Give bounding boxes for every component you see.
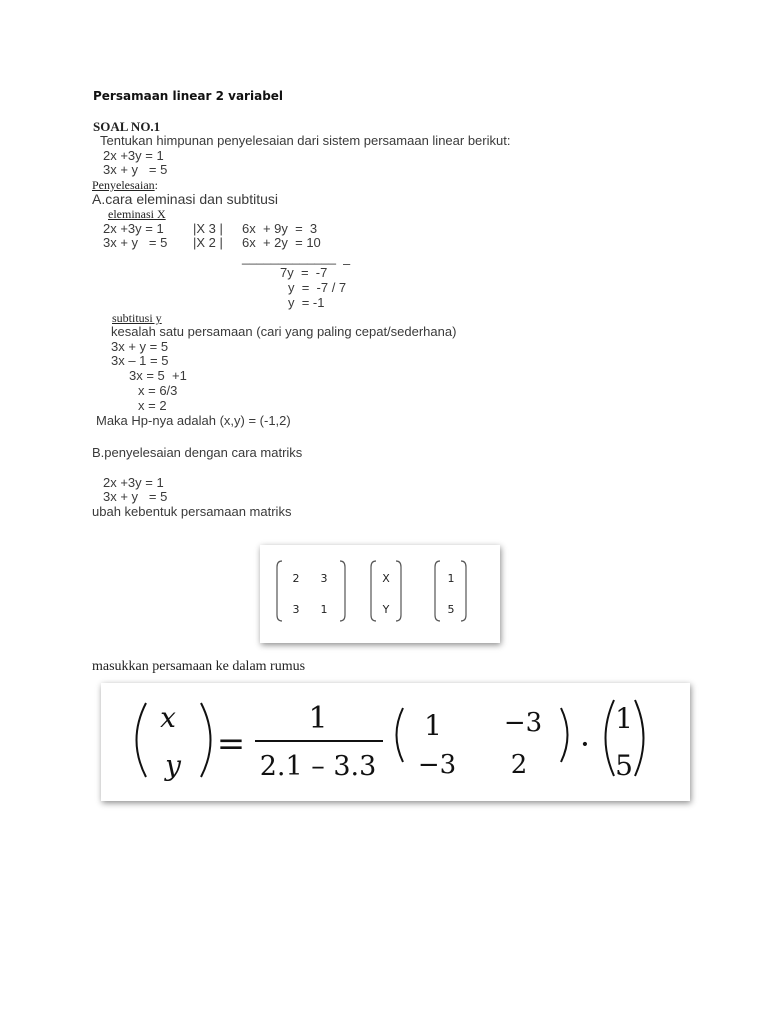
lhs-y: y	[165, 749, 181, 782]
elim-row-1-result: 6x + 9y = 3	[242, 221, 318, 236]
elim-row-2-result: 6x + 2y = 10	[242, 235, 321, 250]
subst-note: kesalah satu persamaan (cari yang paling cepat/sederhana)	[111, 324, 457, 339]
fraction-numerator: 1	[308, 701, 328, 736]
var-x: X	[382, 572, 390, 585]
inverse-a11: 1	[424, 709, 442, 742]
penyelesaian-word: Penyelesaian	[92, 178, 155, 192]
fraction-denominator: 2.1 – 3.3	[259, 751, 377, 782]
dot-operator: ·	[579, 725, 591, 763]
inverse-formula-figure	[101, 683, 690, 801]
const-1: 1	[447, 572, 455, 585]
system-eq2: 3x + y = 5	[103, 162, 168, 177]
matrix-note: ubah kebentuk persamaan matriks	[92, 504, 292, 519]
subst-step-3: 3x = 5 +1	[129, 368, 187, 383]
rhs-paren-left	[606, 700, 615, 776]
const-2: 5	[447, 603, 455, 616]
coef-bracket-right	[340, 561, 345, 621]
page-title: Persamaan linear 2 variabel	[93, 89, 284, 103]
elim-rule: _____________	[242, 250, 336, 265]
conclusion: Maka Hp-nya adalah (x,y) = (-1,2)	[96, 413, 291, 428]
subst-step-4: x = 6/3	[138, 383, 178, 398]
penyelesaian-colon: :	[154, 178, 158, 192]
rhs-1: 1	[615, 702, 633, 735]
const-bracket-right	[461, 561, 466, 621]
coef-a11: 2	[292, 572, 300, 585]
system-eq1: 2x +3y = 1	[103, 148, 164, 163]
lhs-paren-left	[137, 703, 147, 777]
inverse-a12: −3	[503, 708, 543, 738]
rhs-2: 5	[615, 749, 633, 782]
elim-row-1-eq: 2x +3y = 1	[103, 221, 164, 236]
coef-a22: 1	[320, 603, 328, 616]
formula-note: masukkan persamaan ke dalam rumus	[92, 659, 306, 674]
inverse-paren-left	[397, 708, 404, 762]
equals-sign: =	[216, 724, 246, 764]
subst-step-5: x = 2	[138, 398, 167, 413]
matrix-equation-figure	[260, 545, 500, 643]
penyelesaian-label	[92, 179, 158, 191]
elim-minus-sign: –	[343, 256, 351, 271]
coef-a12: 3	[320, 572, 328, 585]
rhs-paren-right	[635, 700, 644, 776]
vars-bracket-left	[371, 561, 376, 621]
elim-label: eleminasi X	[108, 207, 166, 221]
part-b-eq2: 3x + y = 5	[103, 489, 168, 504]
part-b-heading: B.penyelesaian dengan cara matriks	[92, 445, 303, 460]
subst-step-1: 3x + y = 5	[111, 339, 169, 354]
elim-row-2-eq: 3x + y = 5	[103, 235, 168, 250]
elim-step-1: 7y = -7	[280, 265, 328, 280]
vars-bracket-right	[396, 561, 401, 621]
const-bracket-left	[435, 561, 440, 621]
part-a-heading: A.cara eleminasi dan subtitusi	[92, 191, 278, 207]
soal-title: SOAL NO.1	[93, 119, 161, 134]
elim-row-2-mult: |X 2 |	[193, 235, 223, 250]
inverse-formula-svg	[101, 683, 690, 801]
elim-step-2: y = -7 / 7	[288, 280, 347, 295]
inverse-a22: 2	[510, 750, 528, 780]
subst-step-2: 3x – 1 = 5	[111, 353, 169, 368]
part-b-eq1: 2x +3y = 1	[103, 475, 164, 490]
inverse-a21: −3	[417, 750, 457, 780]
subst-label: subtitusi y	[112, 311, 162, 325]
var-y: Y	[382, 603, 390, 616]
lhs-x: x	[160, 701, 176, 734]
lhs-paren-right	[201, 703, 211, 777]
intro-text: Tentukan himpunan penyelesaian dari sistem persamaan linear berikut:	[100, 133, 511, 148]
inverse-paren-right	[561, 708, 568, 762]
matrix-equation-svg	[260, 545, 500, 643]
coef-bracket-left	[277, 561, 282, 621]
elim-step-3: y = -1	[288, 295, 325, 310]
elim-row-1-mult: |X 3 |	[193, 221, 223, 236]
coef-a21: 3	[292, 603, 300, 616]
